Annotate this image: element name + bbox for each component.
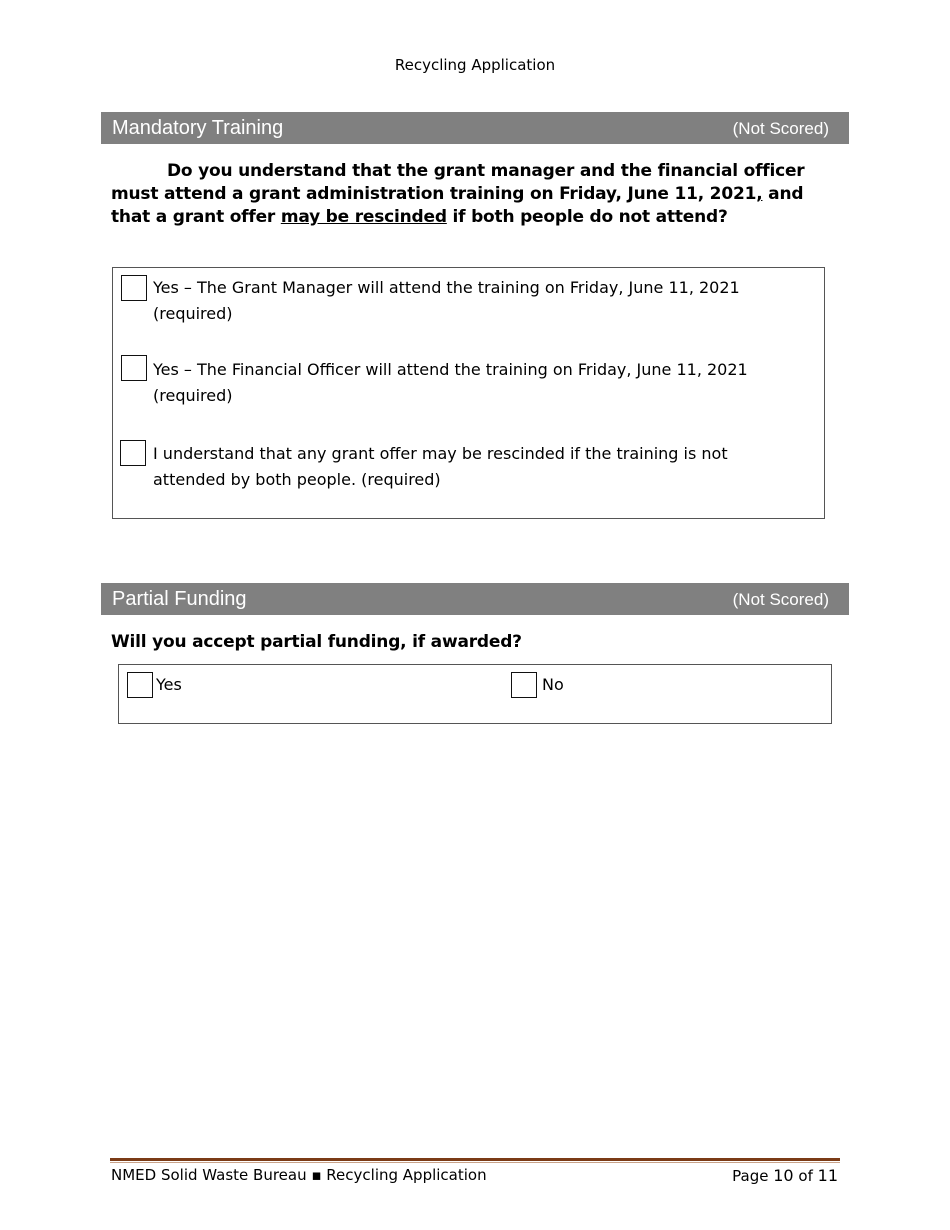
understand-rescind-checkbox[interactable] bbox=[120, 440, 146, 466]
page-header: Recycling Application bbox=[394, 56, 556, 74]
partial-funding-yes-label: Yes bbox=[156, 675, 182, 694]
footer-rule bbox=[110, 1158, 840, 1161]
financial-officer-checkbox[interactable] bbox=[121, 355, 147, 381]
partial-funding-yes-checkbox[interactable] bbox=[127, 672, 153, 698]
section-title: Partial Funding bbox=[112, 588, 247, 610]
partial-funding-options-box bbox=[118, 664, 832, 724]
section-note: (Not Scored) bbox=[732, 590, 829, 609]
section-note: (Not Scored) bbox=[732, 119, 829, 138]
footer-left-text: NMED Solid Waste Bureau ▪ Recycling Application bbox=[111, 1166, 487, 1184]
financial-officer-option-label: Yes – The Financial Officer will attend the training on Friday, June 11, 2021 (required) bbox=[153, 360, 748, 405]
understand-rescind-option-label: I understand that any grant offer may be rescinded if the training is not attended by both people. (required) bbox=[153, 444, 728, 489]
footer-rule-thin bbox=[110, 1162, 840, 1163]
section-header-mandatory-training bbox=[101, 112, 849, 144]
section-title: Mandatory Training bbox=[112, 117, 284, 139]
training-options-box bbox=[112, 267, 825, 519]
partial-funding-no-label: No bbox=[542, 675, 564, 694]
section-header-partial-funding bbox=[101, 583, 849, 615]
grant-manager-checkbox[interactable] bbox=[121, 275, 147, 301]
footer-page-number: Page 10 of 11 bbox=[732, 1166, 838, 1185]
partial-funding-no-checkbox[interactable] bbox=[511, 672, 537, 698]
partial-funding-question: Will you accept partial funding, if awarded? bbox=[111, 632, 522, 652]
grant-manager-option-label: Yes – The Grant Manager will attend the training on Friday, June 11, 2021 (required) bbox=[153, 278, 740, 323]
training-question: Do you understand that the grant manager and the financial officer must attend a grant administration training on Friday, June 11, 2021, and that a grant offer may be rescinded if both people do not attend? bbox=[111, 161, 805, 227]
